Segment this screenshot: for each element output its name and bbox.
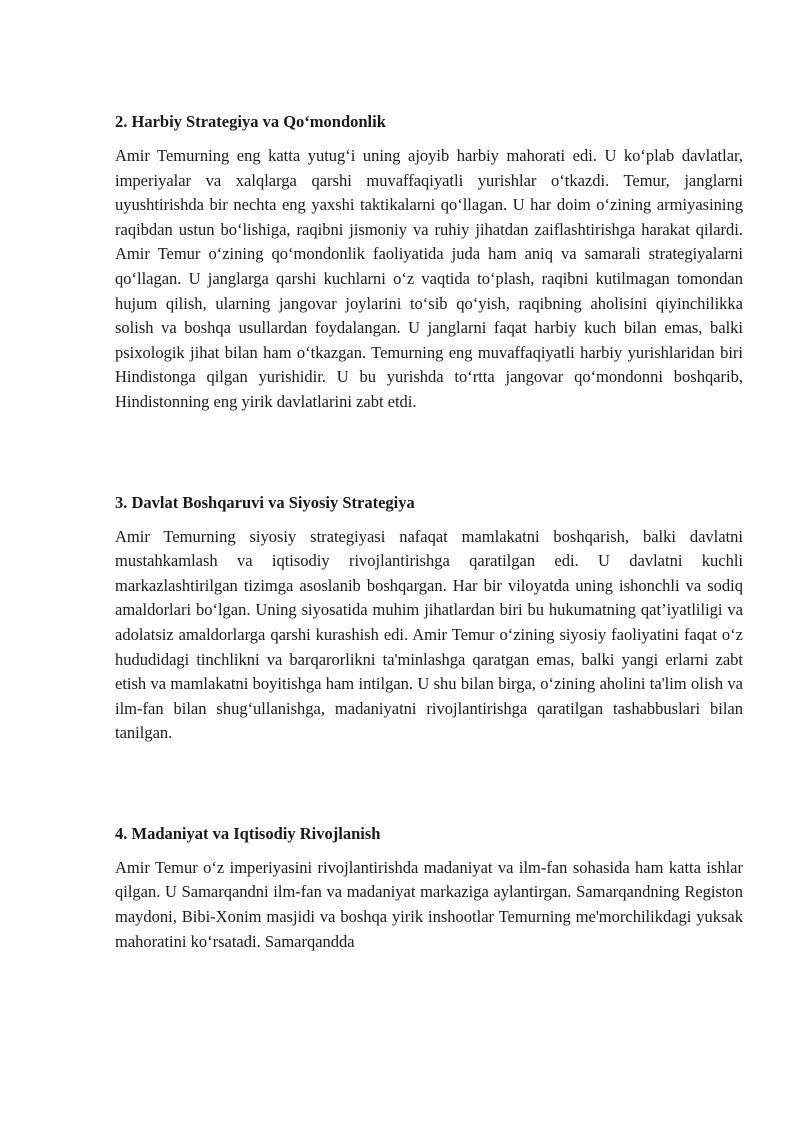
section-culture-economy (115, 822, 743, 954)
section-paragraph: Amir Temurning eng katta yutug‘i uning ajoyib harbiy mahorati edi. U ko‘plab davlatlar, imperiyalar va xalqlarga qarshi muvaffaqiyatli yurishlar o‘tkazdi. Temur, janglarni uyushtirishda bir nechta eng yaxshi taktikalarni qo‘llagan. U har doim o‘zining armiyasining raqibdan ustun bo‘lishiga, raqibni jismoniy va ruhiy jihatdan zaiflashtirishga harakat qilardi. Amir Temur o‘zining qo‘mondonlik faoliyatida juda ham aniq va samarali strategiyalarni qo‘llagan. U janglarga qarshi kuchlarni o‘z vaqtida to‘plash, raqibni kutilmagan tomondan hujum qilish, ularning jangovar joylarini to‘sib qo‘yish, raqibning aholisini qiyinchilikka solish va boshqa usullardan foydalangan. U janglarni faqat harbiy kuch bilan emas, balki psixologik jihat bilan ham o‘tkazgan. Temurning eng muvaffaqiyatli harbiy yurishlaridan biri Hindistonga qilgan yurishidir. U bu yurishda to‘rtta jangovar qo‘mondonni boshqarib, Hindistonning eng yirik davlatlarini zabt etdi. (115, 146, 743, 411)
document-page (115, 110, 743, 954)
section-paragraph: Amir Temur o‘z imperiyasini rivojlantirishda madaniyat va ilm-fan sohasida ham katta ishlar qilgan. U Samarqandni ilm-fan va madaniyat markaziga aylantirgan. Samarqandning Registon maydoni, Bibi-Xonim masjidi va boshqa yirik inshootlar Temurning me'morchilikdagi yuksak mahoratini ko‘rsatadi. Samarqandda (115, 857, 743, 951)
section-heading: 4. Madaniyat va Iqtisodiy Rivojlanish (115, 823, 381, 843)
section-heading: 2. Harbiy Strategiya va Qo‘mondonlik (115, 112, 386, 131)
section-paragraph: Amir Temurning siyosiy strategiyasi nafaqat mamlakatni boshqarish, balki davlatni mustahkamlash va iqtisodiy rivojlantirishga qaratilgan edi. U davlatni kuchli markazlashtirilgan tizimga asoslanib boshqargan. Har bir viloyatda uning ishonchli va sodiq amaldorlari bo‘lgan. Uning siyosatida muhim jihatlardan biri bu hukumatning qat’iyatliligi va adolatsiz amaldorlarga qarshi kurashish edi. Amir Temur o‘zining siyosiy faoliyatini faqat o‘z hududidagi tinchlikni va barqarorlikni ta'minlashga qaratgan emas, balki yangi erlarni zabt etish va mamlakatni boyitishga ham intilgan. U shu bilan birga, o‘zining aholini ta'lim olish va ilm-fan bilan shug‘ullanishga, madaniyatni rivojlantirishga qaratilgan tashabbuslari bilan tanilgan. (115, 526, 743, 743)
section-spacer (115, 415, 743, 491)
section-heading: 3. Davlat Boshqaruvi va Siyosiy Strategiya (115, 492, 415, 512)
section-state-governance (115, 491, 743, 746)
section-spacer (115, 746, 743, 822)
section-military-strategy (115, 110, 743, 415)
